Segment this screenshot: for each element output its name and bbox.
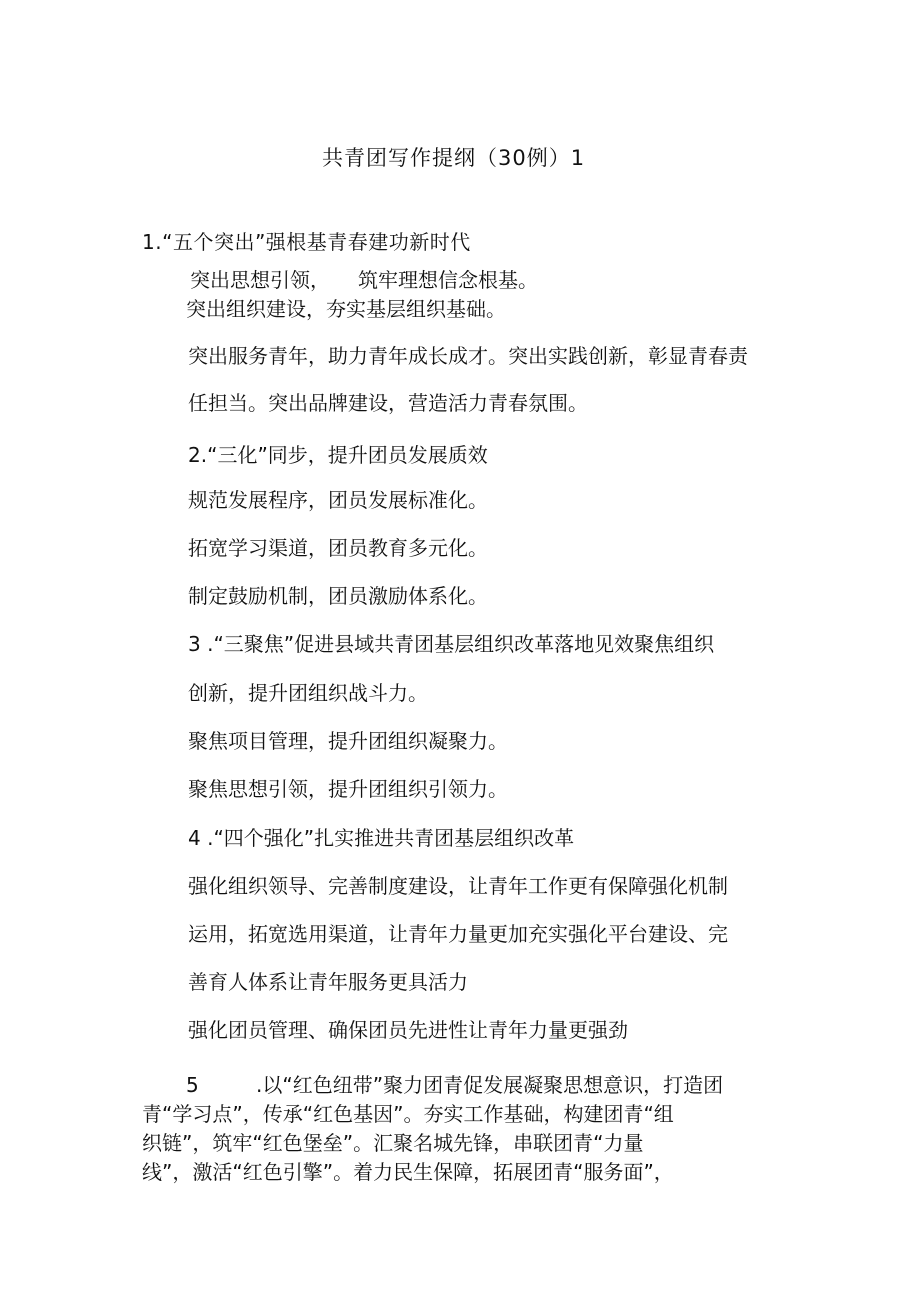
section-1-heading: 1.“五个突出”强根基青春建功新时代 <box>142 230 471 254</box>
section-5-line-1: .以“红色纽带”聚力团青促发展凝聚思想意识，打造团 <box>256 1073 724 1097</box>
section-1-line-4: 任担当。突出品牌建设，营造活力青春氛围。 <box>188 391 588 415</box>
section-5-line-4: 线”，激活“红色引擎”。着力民生保障，拓展团青“服务面”， <box>142 1160 674 1184</box>
section-3-line-2: 聚焦项目管理，提升团组织凝聚力。 <box>188 729 508 753</box>
section-2-line-2: 拓宽学习渠道，团员教育多元化。 <box>188 536 488 560</box>
section-5-line-2: 青“学习点”，传承“红色基因”。夯实工作基础，构建团青“组 <box>142 1102 674 1126</box>
section-5-line-3: 织链”，筑牢“红色堡垒”。汇聚名城先锋，串联团青“力量 <box>142 1131 644 1155</box>
section-3-heading: 3 .“三聚焦”促进县域共青团基层组织改革落地见效聚焦组织 <box>188 632 715 656</box>
section-4-line-1: 强化组织领导、完善制度建设，让青年工作更有保障强化机制 <box>188 874 728 898</box>
section-1-line-1a: 突出思想引领， <box>190 268 330 292</box>
section-1-line-2: 突出组织建设，夯实基层组织基础。 <box>186 297 506 321</box>
section-2-line-1: 规范发展程序，团员发展标准化。 <box>188 488 488 512</box>
section-3-line-3: 聚焦思想引领，提升团组织引领力。 <box>188 777 508 801</box>
page-title: 共青团写作提纲（30例）1 <box>322 146 586 170</box>
section-4-line-3: 善育人体系让青年服务更具活力 <box>188 970 468 994</box>
section-4-line-2: 运用，拓宽选用渠道，让青年力量更加充实强化平台建设、完 <box>188 922 728 946</box>
section-4-heading: 4 .“四个强化”扎实推进共青团基层组织改革 <box>188 826 575 850</box>
section-2-heading: 2.“三化”同步，提升团员发展质效 <box>188 443 488 467</box>
section-1-line-3: 突出服务青年，助力青年成长成才。突出实践创新，彰显青春责 <box>188 344 748 368</box>
section-2-line-3: 制定鼓励机制，团员激励体系化。 <box>188 584 488 608</box>
section-5-number: 5 <box>186 1073 199 1097</box>
section-3-line-1: 创新，提升团组织战斗力。 <box>188 681 428 705</box>
section-1-line-1b: 筑牢理想信念根基。 <box>358 268 538 292</box>
section-4-line-4: 强化团员管理、确保团员先进性让青年力量更强劲 <box>188 1018 628 1042</box>
